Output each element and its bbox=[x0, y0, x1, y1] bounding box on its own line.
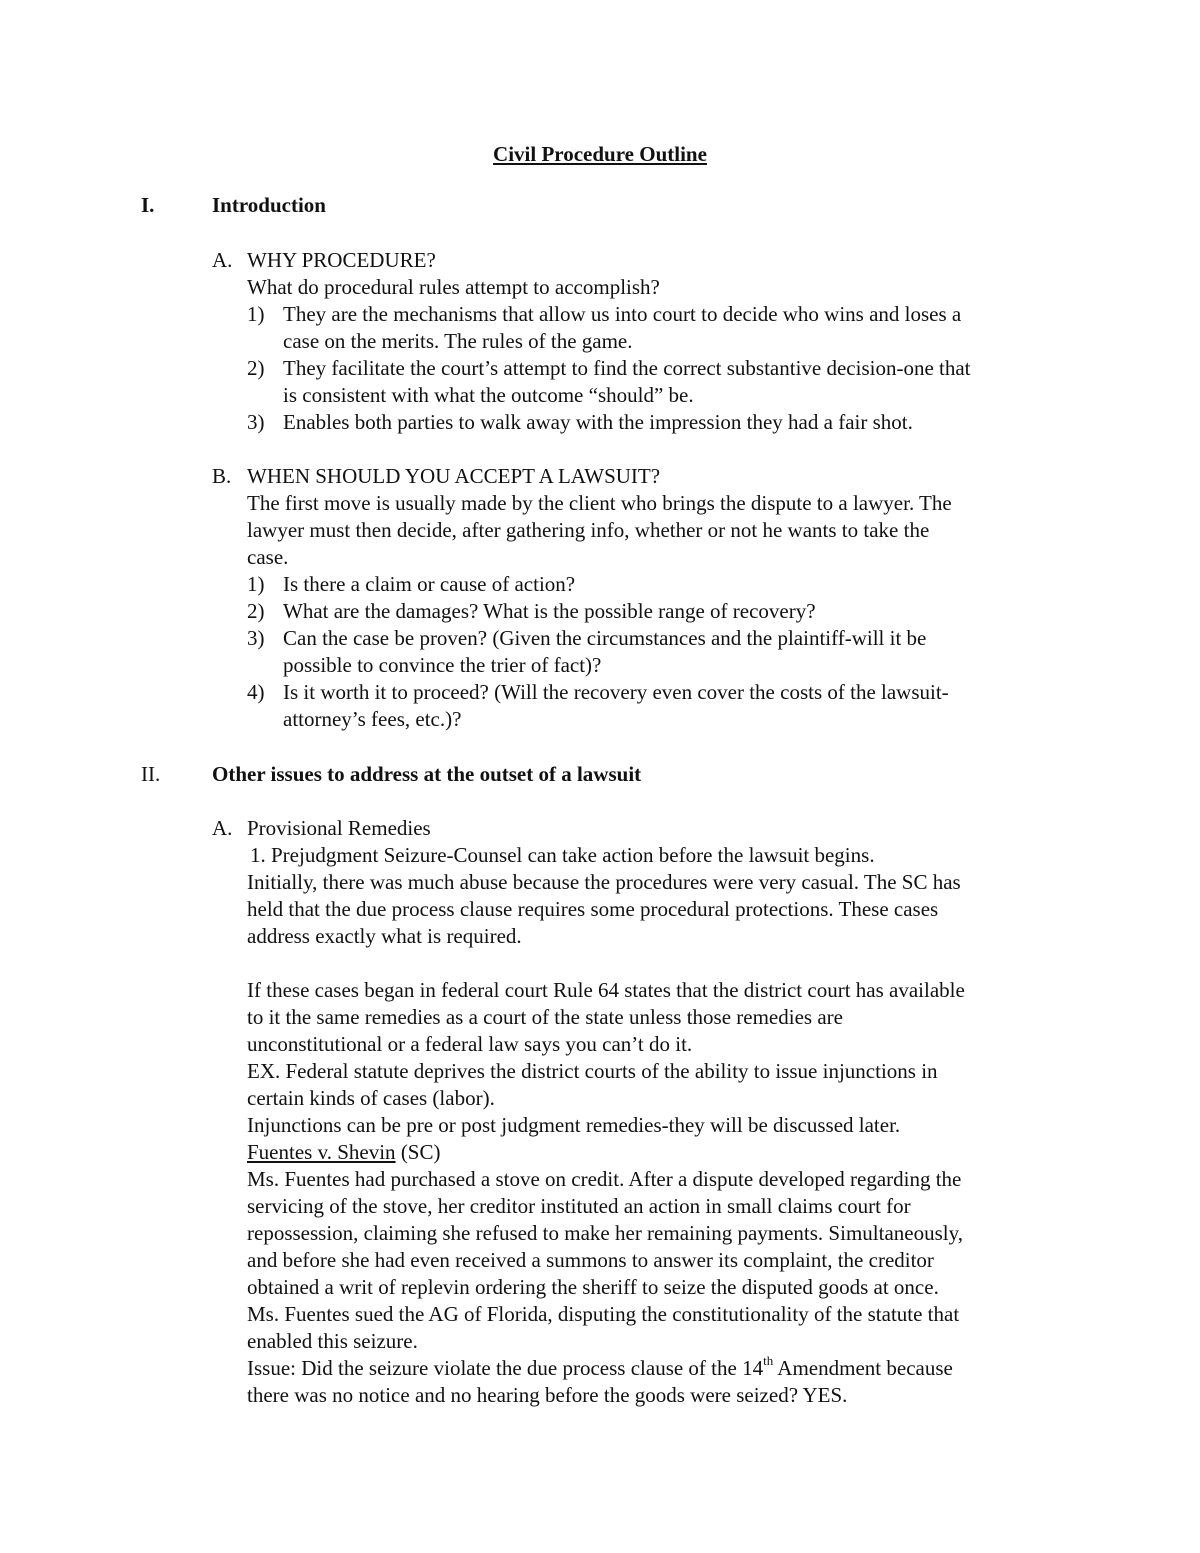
subsection-heading: Provisional Remedies bbox=[247, 816, 431, 840]
subsection-heading: WHY PROCEDURE? bbox=[247, 248, 436, 272]
list-number: 2) bbox=[247, 356, 265, 380]
list-item-line: case on the merits. The rules of the game. bbox=[283, 329, 633, 353]
paragraph-line: The first move is usually made by the client who brings the dispute to a lawyer. The bbox=[247, 491, 952, 515]
paragraph-line: held that the due process clause requires some procedural protections. These cases bbox=[247, 897, 939, 921]
paragraph-line: enabled this seizure. bbox=[247, 1329, 418, 1353]
paragraph-line: obtained a writ of replevin ordering the sheriff to seize the disputed goods at once. bbox=[247, 1275, 939, 1299]
section-numeral: I. bbox=[141, 193, 155, 217]
subsection-letter: A. bbox=[212, 248, 233, 272]
issue-line bbox=[247, 1355, 953, 1382]
section-heading: Introduction bbox=[212, 193, 326, 217]
paragraph-line: to it the same remedies as a court of the state unless those remedies are bbox=[247, 1005, 843, 1029]
list-item-line: They facilitate the court’s attempt to find the correct substantive decision-one that bbox=[283, 356, 971, 380]
list-number: 3) bbox=[247, 626, 265, 650]
case-name: Fuentes v. Shevin bbox=[247, 1140, 396, 1164]
paragraph-line: What do procedural rules attempt to accomplish? bbox=[247, 275, 660, 299]
list-item-line: Can the case be proven? (Given the circumstances and the plaintiff-will it be bbox=[283, 626, 927, 650]
paragraph-line: servicing of the stove, her creditor instituted an action in small claims court for bbox=[247, 1194, 911, 1218]
ordinal-suffix: th bbox=[763, 1353, 774, 1368]
list-item-line: is consistent with what the outcome “should” be. bbox=[283, 383, 694, 407]
paragraph-line: If these cases began in federal court Rule 64 states that the district court has available bbox=[247, 978, 965, 1002]
paragraph-line: Ms. Fuentes had purchased a stove on credit. After a dispute developed regarding the bbox=[247, 1167, 962, 1191]
paragraph-line: there was no notice and no hearing before the goods were seized? YES. bbox=[247, 1383, 848, 1407]
paragraph-line: and before she had even received a summons to answer its complaint, the creditor bbox=[247, 1248, 934, 1272]
paragraph-line: Ms. Fuentes sued the AG of Florida, disputing the constitutionality of the statute that bbox=[247, 1302, 960, 1326]
list-number: 2) bbox=[247, 599, 265, 623]
paragraph-line: repossession, claiming she refused to make her remaining payments. Simultaneously, bbox=[247, 1221, 963, 1245]
subsection-heading: WHEN SHOULD YOU ACCEPT A LAWSUIT? bbox=[247, 464, 661, 488]
list-number: 1) bbox=[247, 302, 265, 326]
list-number: 1) bbox=[247, 572, 265, 596]
list-item-line: What are the damages? What is the possible range of recovery? bbox=[283, 599, 816, 623]
section-numeral: II. bbox=[141, 762, 161, 786]
list-item-line: possible to convince the trier of fact)? bbox=[283, 653, 602, 677]
list-item-line: Enables both parties to walk away with the impression they had a fair shot. bbox=[283, 410, 913, 434]
paragraph-line: unconstitutional or a federal law says you can’t do it. bbox=[247, 1032, 693, 1056]
subsection-letter: A. bbox=[212, 816, 233, 840]
paragraph-line: Initially, there was much abuse because the procedures were very casual. The SC has bbox=[247, 870, 961, 894]
list-number: 3) bbox=[247, 410, 265, 434]
subsection-letter: B. bbox=[212, 464, 232, 488]
document-title: Civil Procedure Outline bbox=[493, 142, 707, 166]
issue-text: Issue: Did the seizure violate the due process clause of the 14 bbox=[247, 1356, 764, 1380]
paragraph-line: case. bbox=[247, 545, 289, 569]
paragraph-line: certain kinds of cases (labor). bbox=[247, 1086, 495, 1110]
paragraph-line: EX. Federal statute deprives the district courts of the ability to issue injunctions in bbox=[247, 1059, 938, 1083]
paragraph-line: address exactly what is required. bbox=[247, 924, 522, 948]
section-heading: Other issues to address at the outset of a lawsuit bbox=[212, 762, 642, 786]
case-court: (SC) bbox=[395, 1140, 441, 1164]
list-item-line: They are the mechanisms that allow us into court to decide who wins and loses a bbox=[283, 302, 962, 326]
paragraph-line: Injunctions can be pre or post judgment remedies-they will be discussed later. bbox=[247, 1113, 901, 1137]
paragraph-line: lawyer must then decide, after gathering info, whether or not he wants to take the bbox=[247, 518, 930, 542]
list-item-line: attorney’s fees, etc.)? bbox=[283, 707, 462, 731]
list-item-line: Is it worth it to proceed? (Will the recovery even cover the costs of the lawsuit- bbox=[283, 680, 949, 704]
list-item-line: Is there a claim or cause of action? bbox=[283, 572, 576, 596]
list-number: 4) bbox=[247, 680, 265, 704]
issue-text-cont: Amendment because bbox=[773, 1356, 953, 1380]
case-citation bbox=[247, 1139, 441, 1166]
list-item-line: 1. Prejudgment Seizure-Counsel can take action before the lawsuit begins. bbox=[250, 843, 875, 867]
